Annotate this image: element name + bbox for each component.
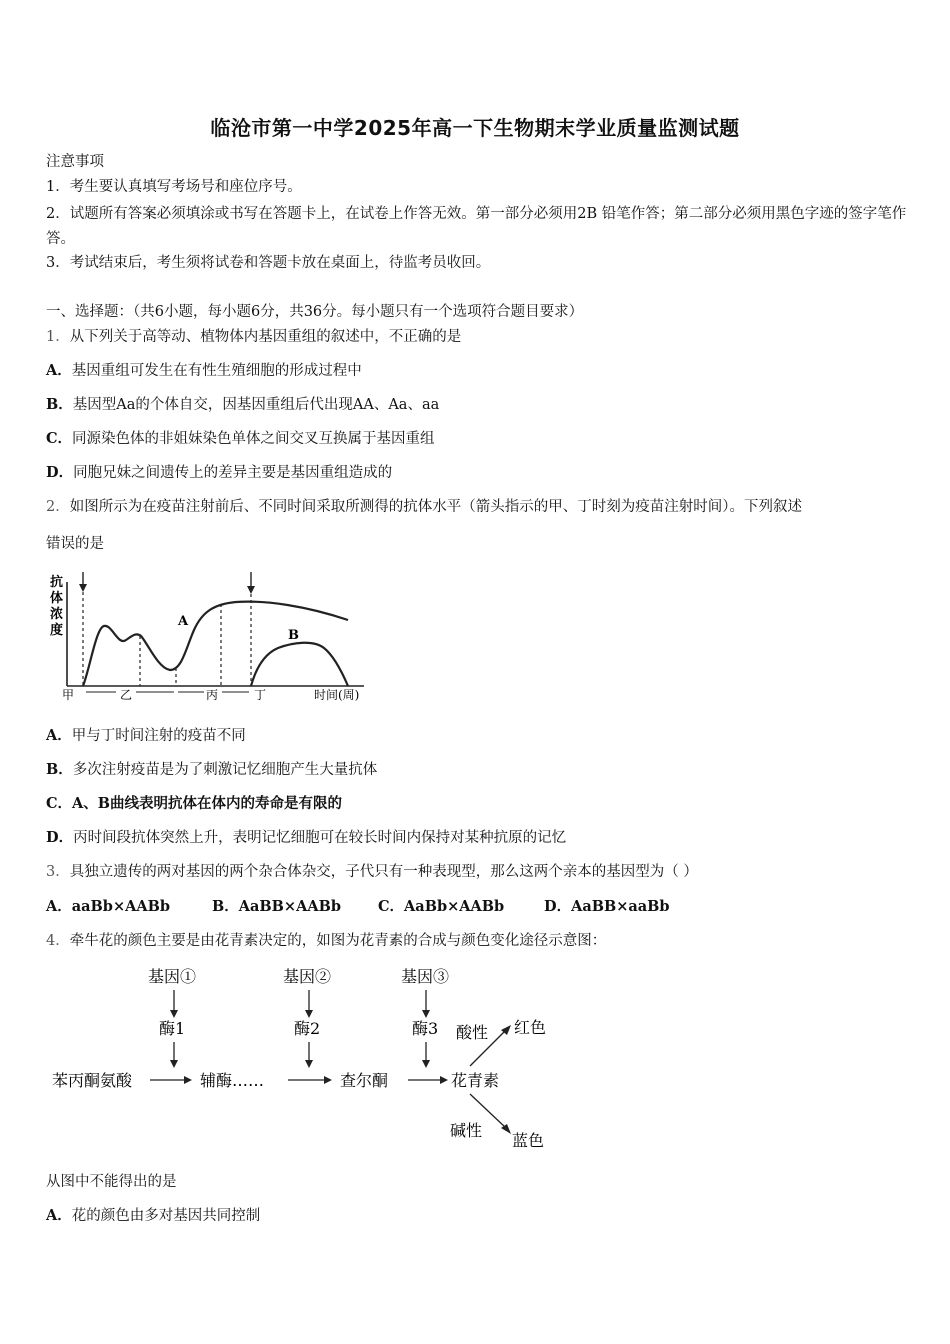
option-letter: A． bbox=[46, 1207, 72, 1224]
page-title: 临沧市第一中学2025年高一下生物期末学业质量监测试题 bbox=[210, 116, 740, 140]
option-text: 甲与丁时间注射的疫苗不同 bbox=[71, 728, 246, 744]
gene-3-label: 基因③ bbox=[401, 967, 450, 986]
option-a bbox=[46, 1206, 260, 1226]
question-stem: 从下列关于高等动、植物体内基因重组的叙述中，不正确的是 bbox=[69, 329, 462, 345]
option-letter: B． bbox=[46, 761, 73, 778]
curve-b bbox=[251, 643, 348, 686]
option-letter: D． bbox=[46, 829, 74, 846]
antibody-graph bbox=[46, 568, 386, 708]
question-stem: 牵牛花的颜色主要是由花青素决定的，如图为花青素的合成与颜色变化途径示意图： bbox=[69, 933, 607, 949]
gene-1-label: 基因① bbox=[148, 967, 197, 986]
question-stem: 如图所示为在疫苗注射前后、不同时间采取所测得的抗体水平（箭头指示的甲、丁时刻为疫苗注射时间）。下列叙述 bbox=[69, 499, 802, 515]
mark-ding: 丁 bbox=[254, 688, 267, 702]
anthocyanin-label: 花青素 bbox=[451, 1071, 500, 1090]
option-b bbox=[46, 760, 377, 780]
question-stem: 具独立遗传的两对基因的两个杂合体杂交，子代只有一种表现型，那么这两个亲本的基因型为（ ） bbox=[69, 864, 698, 880]
option-letter: B． bbox=[46, 396, 73, 413]
enzyme-3-label: 酶3 bbox=[412, 1019, 439, 1038]
y-axis-label: 度 bbox=[50, 623, 64, 638]
red-label: 红色 bbox=[514, 1018, 547, 1037]
option-text: 同源染色体的非姐妹染色单体之间交叉互换属于基因重组 bbox=[72, 431, 435, 447]
question-number: 4． bbox=[46, 933, 70, 949]
arrowhead bbox=[79, 584, 87, 592]
y-axis-label: 抗 bbox=[50, 575, 64, 590]
enzyme-1-label: 酶1 bbox=[159, 1019, 186, 1038]
option-b: B．AaBB×AABb bbox=[212, 898, 341, 915]
question-stem-cont: 错误的是 bbox=[46, 536, 104, 552]
question-number: 3． bbox=[46, 864, 70, 880]
option-text: 基因重组可发生在有性生殖细胞的形成过程中 bbox=[71, 363, 362, 379]
option-letter: C． bbox=[46, 430, 73, 447]
y-axis-label: 浓 bbox=[50, 607, 64, 622]
mark-yi: 乙 bbox=[120, 688, 133, 702]
option-d bbox=[46, 463, 392, 483]
notice-heading: 注意事项 bbox=[46, 154, 104, 170]
q3-options bbox=[46, 897, 670, 917]
arrowhead bbox=[247, 586, 255, 594]
x-axis-label: 时间(周) bbox=[314, 688, 360, 702]
option-text: 多次注射疫苗是为了刺激记忆细胞产生大量抗体 bbox=[72, 762, 378, 778]
curve-b-label: B bbox=[288, 628, 299, 643]
notice-item: 1．考生要认真填写考场号和座位序号。 bbox=[46, 179, 302, 195]
question-1 bbox=[46, 327, 461, 347]
pathway-diagram bbox=[46, 958, 566, 1154]
option-b bbox=[46, 395, 439, 415]
notice-item: 3．考试结束后，考生须将试卷和答题卡放在桌面上，待监考员收回。 bbox=[46, 255, 491, 271]
question-followup: 从图中不能得出的是 bbox=[46, 1174, 177, 1190]
acid-label: 酸性 bbox=[456, 1023, 489, 1042]
option-text: 丙时间段抗体突然上升，表明记忆细胞可在较长时间内保持对某种抗原的记忆 bbox=[73, 830, 567, 846]
option-letter: A． bbox=[46, 727, 72, 744]
curve-a-label: A bbox=[178, 614, 189, 629]
option-text: A、B曲线表明抗体在体内的寿命是有限的 bbox=[72, 795, 343, 812]
option-a bbox=[46, 726, 246, 746]
option-letter: A． bbox=[46, 362, 72, 379]
blue-label: 蓝色 bbox=[512, 1131, 545, 1150]
option-text: 同胞兄妹之间遗传上的差异主要是基因重组造成的 bbox=[73, 465, 393, 481]
option-letter: D． bbox=[46, 464, 74, 481]
base-label: 碱性 bbox=[450, 1121, 483, 1140]
question-3 bbox=[46, 862, 698, 882]
option-d bbox=[46, 828, 566, 848]
mark-jia: 甲 bbox=[62, 688, 75, 702]
option-a bbox=[46, 361, 362, 381]
substrate-label: 苯丙酮氨酸 bbox=[52, 1071, 133, 1090]
intermediate-label: 辅酶…… bbox=[200, 1071, 265, 1090]
notice-item: 2．试题所有答案必须填涂或书写在答题卡上，在试卷上作答无效。第一部分必须用2B 铅笔作答；第二部分必须用黑色字迹的签字笔作答。 bbox=[46, 206, 907, 247]
question-2 bbox=[46, 497, 802, 517]
chalcone-label: 查尔酮 bbox=[340, 1071, 389, 1090]
option-text: 花的颜色由多对基因共同控制 bbox=[71, 1208, 261, 1224]
y-axis-label: 体 bbox=[50, 591, 64, 606]
option-c bbox=[46, 794, 342, 814]
option-letter: C． bbox=[46, 795, 73, 812]
gene-2-label: 基因② bbox=[283, 967, 332, 986]
option-text: 基因型Aa的个体自交，因基因重组后代出现AA、Aa、aa bbox=[72, 397, 440, 413]
option-d: D．AaBB×aaBb bbox=[544, 898, 670, 915]
enzyme-2-label: 酶2 bbox=[294, 1019, 321, 1038]
mark-bing: 丙 bbox=[206, 688, 219, 702]
question-number: 1． bbox=[46, 329, 70, 345]
section-heading: 一、选择题：（共6小题，每小题6分，共36分。每小题只有一个选项符合题目要求） bbox=[46, 304, 584, 320]
option-c bbox=[46, 429, 435, 449]
option-a: A．aaBb×AABb bbox=[46, 898, 170, 915]
question-4 bbox=[46, 931, 606, 951]
question-number: 2． bbox=[46, 499, 70, 515]
option-c: C．AaBb×AABb bbox=[378, 898, 505, 915]
